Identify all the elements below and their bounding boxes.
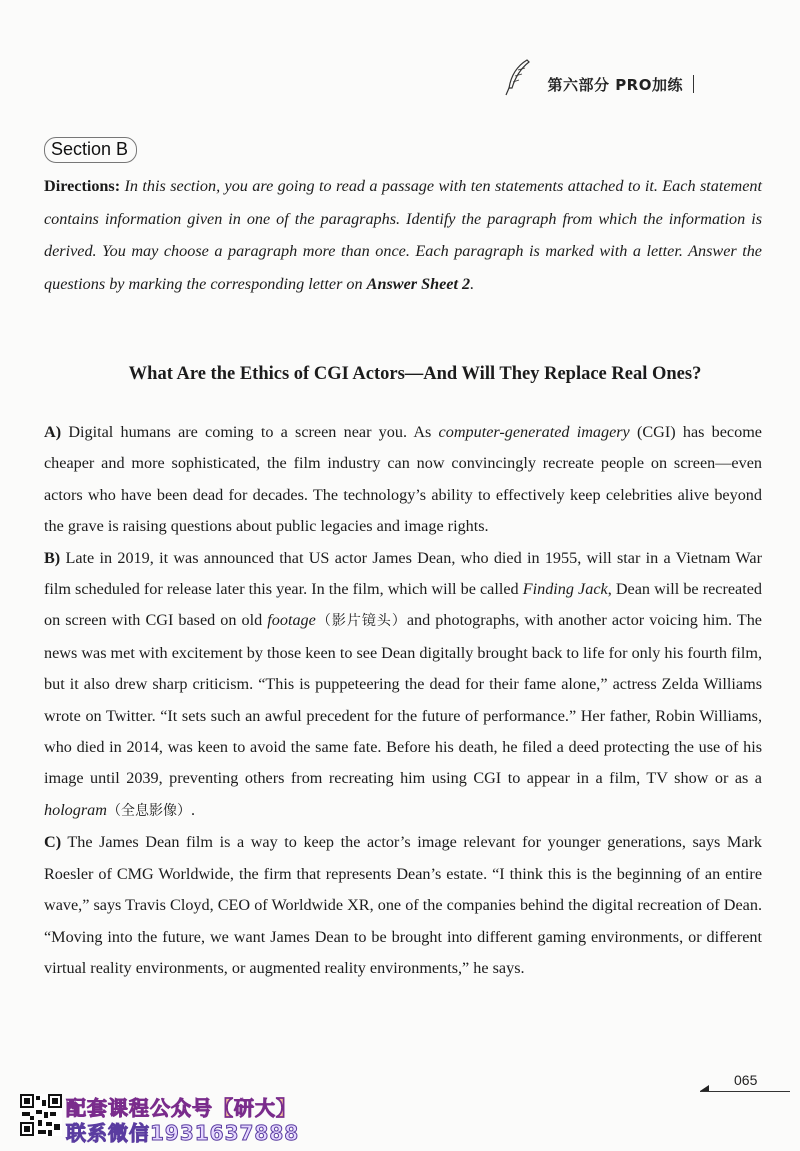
paragraph-b <box>44 543 762 828</box>
directions <box>44 170 762 300</box>
paragraph-text: The James Dean film is a way to keep the actor’s image relevant for younger generations, says Mark Roesler of CMG Worldwide, the firm that represents Dean’s estate. “I think this is the beginning of an entire wave,” says Travis Cloyd, CEO of Worldwide XR, one of the companies behind the digital recreation of Dean. “Moving into the future, we want James Dean to be brought into different gaming environments, or different virtual reality environments, or augmented reality environments,” he says. <box>44 833 762 977</box>
paragraph-text: Late in 2019, it was announced that US actor James Dean, who died in 1955, will star in a Vietnam War film scheduled for release later this year. In the film, which will be called <box>44 548 762 599</box>
answer-sheet-ref: Answer Sheet 2 <box>366 274 471 293</box>
paragraph-text: (CGI) has become cheaper and more sophisticated, the film industry can now convincingly recreate people on screen—even actors who have been dead for decades. The technology’s ability to effectively keep celebrities alive beyond the grave is raising questions about public legacies and image rights. <box>44 423 762 536</box>
paragraph-term: Finding Jack <box>522 580 608 599</box>
paragraph-gloss: （全息影像） <box>106 802 191 819</box>
paragraph-text: , Dean will be recreated on screen with CGI based on old <box>44 580 762 630</box>
promo-line-2: 联系微信1931637888 <box>66 1121 300 1145</box>
paragraph-gloss: （影片镜头） <box>315 613 407 630</box>
directions-body: In this section, you are going to read a passage with ten statements attached to it. Each statement contains information given in one of the paragraphs. Identify the paragraph from which the information is derived. You may choose a paragraph more than once. Each paragraph is marked with a letter. Answer the questions by marking the corresponding letter on <box>44 177 763 293</box>
paragraph-a <box>44 417 762 543</box>
directions-end: . <box>470 274 475 293</box>
page-header <box>503 58 694 98</box>
article-title: What Are the Ethics of CGI Actors—And Will They Replace Real Ones? <box>128 364 702 384</box>
article <box>44 417 762 984</box>
paragraph-letter: C) <box>44 833 62 852</box>
paragraph-letter: B) <box>44 548 61 567</box>
header-title: 第六部分 PRO加练 <box>547 75 683 94</box>
paragraph-term: footage <box>267 611 316 630</box>
paragraph-letter: A) <box>44 423 62 441</box>
paragraph-text: . <box>190 800 196 819</box>
page-rule <box>700 1091 790 1092</box>
promo-line-1: 配套课程公众号【研大】 <box>66 1096 297 1120</box>
feather-pen-icon <box>503 58 533 98</box>
paragraph-c <box>44 827 762 984</box>
paragraph-text: Digital humans are coming to a screen near you. As <box>61 423 439 441</box>
paragraph-term: computer-generated imagery <box>438 423 630 441</box>
page-number-text: 065 <box>734 1072 758 1088</box>
qr-code-icon <box>20 1094 62 1136</box>
header-divider <box>693 75 694 93</box>
paragraph-term: hologram <box>44 800 107 819</box>
paragraph-text: and photographs, with another actor voicing him. The news was met with excitement by those keen to see Dean digitally brought back to life for only his fourth film, but it also drew sharp criticism. “This is puppeteering the dead for their fame alone,” actress Zelda Williams wrote on Twitter. “It sets such an awful precedent for the future of performance.” Her father, Robin Williams, who died in 2014, was keen to avoid the same fate. Before his death, he filed a deed protecting the use of his image until 2039, preventing others from recreating him using CGI to appear in a film, TV show or as a <box>44 611 762 788</box>
directions-lead: Directions: <box>44 177 121 195</box>
section-label: Section B <box>44 137 137 163</box>
